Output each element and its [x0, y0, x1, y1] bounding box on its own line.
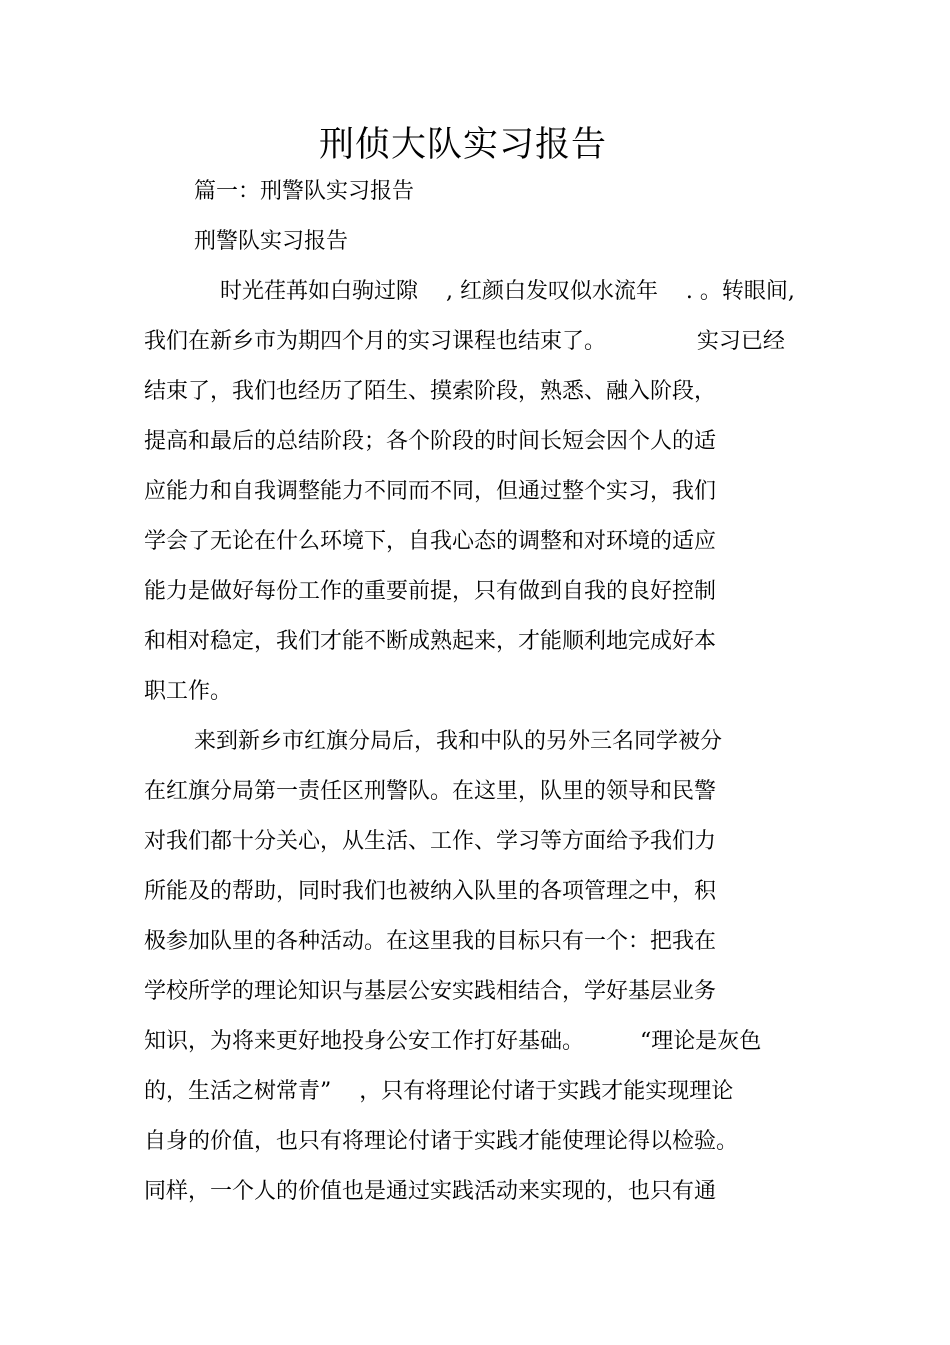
- paragraph-line: 我们在新乡市为期四个月的实习课程也结束了。 实习已经: [144, 329, 785, 354]
- paragraph-line: 自身的价值，也只有将理论付诸于实践才能使理论得以检验。: [144, 1129, 739, 1154]
- subheading: 刑警队实习报告: [194, 229, 349, 254]
- paragraph-line: 应能力和自我调整能力不同而不同，但通过整个实习，我们: [144, 479, 717, 504]
- section-heading: 篇一：刑警队实习报告: [194, 179, 415, 204]
- paragraph-line: 来到新乡市红旗分局后，我和中队的另外三名同学被分: [194, 729, 723, 754]
- paragraph-line: 知识，为将来更好地投身公安工作打好基础。 “理论是灰色: [144, 1029, 762, 1054]
- paragraph-line: 在红旗分局第一责任区刑警队。在这里，队里的领导和民警: [144, 779, 717, 804]
- paragraph-line: 时光荏苒如白驹过隙 , 红颜白发叹似水流年 . 。转眼间,: [220, 279, 795, 304]
- paragraph-line: 结束了，我们也经历了陌生、摸索阶段，熟悉、融入阶段，: [144, 379, 717, 404]
- paragraph-line: 学会了无论在什么环境下，自我心态的调整和对环境的适应: [144, 529, 717, 554]
- paragraph-line: 的，生活之树常青” ，只有将理论付诸于实践才能实现理论: [144, 1079, 734, 1104]
- paragraph-line: 提高和最后的总结阶段；各个阶段的时间长短会因个人的适: [144, 429, 717, 454]
- paragraph-line: 能力是做好每份工作的重要前提，只有做到自我的良好控制: [144, 579, 717, 604]
- paragraph-line: 对我们都十分关心，从生活、工作、学习等方面给予我们力: [144, 829, 717, 854]
- paragraph-line: 职工作。: [144, 679, 233, 704]
- document-title: 刑侦大队实习报告: [318, 125, 607, 165]
- paragraph-line: 极参加队里的各种活动。在这里我的目标只有一个：把我在: [144, 929, 717, 954]
- paragraph-line: 同样，一个人的价值也是通过实践活动来实现的，也只有通: [144, 1179, 717, 1204]
- paragraph-line: 学校所学的理论知识与基层公安实践相结合，学好基层业务: [144, 979, 717, 1004]
- paragraph-line: 和相对稳定，我们才能不断成熟起来，才能顺利地完成好本: [144, 629, 717, 654]
- paragraph-line: 所能及的帮助，同时我们也被纳入队里的各项管理之中，积: [144, 879, 717, 904]
